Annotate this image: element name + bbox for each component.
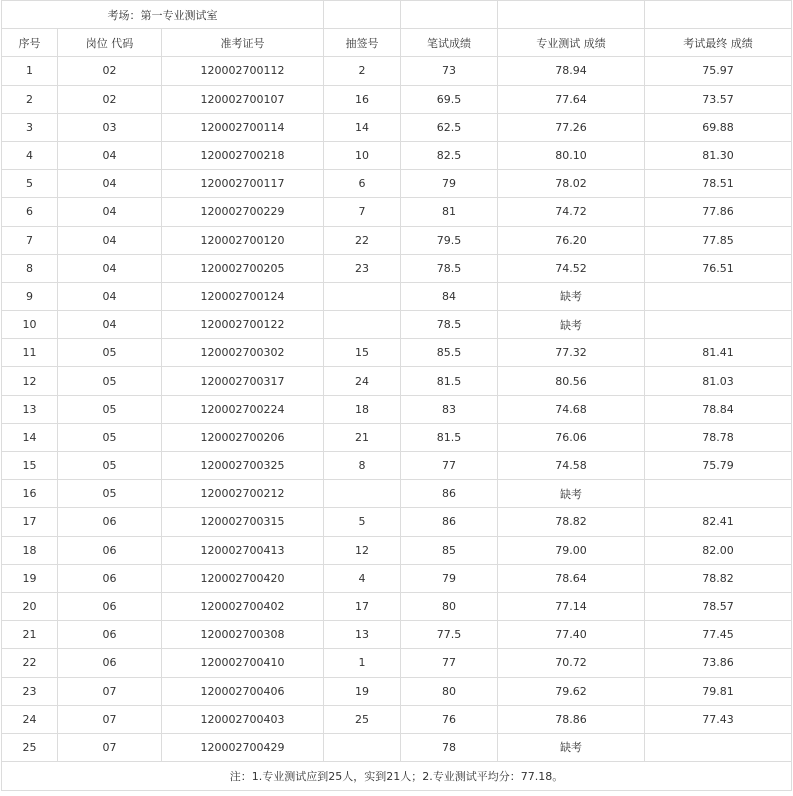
cell-written-score: 79.5 <box>401 226 498 254</box>
cell-seq: 25 <box>2 733 58 761</box>
cell-draw-no: 25 <box>324 705 401 733</box>
header-seq: 序号 <box>2 29 58 57</box>
cell-ticket-no: 120002700402 <box>162 592 324 620</box>
cell-seq: 11 <box>2 339 58 367</box>
cell-ticket-no: 120002700302 <box>162 339 324 367</box>
table-row <box>2 170 792 198</box>
table-row <box>2 733 792 761</box>
table-row <box>2 536 792 564</box>
cell-final-score: 81.03 <box>645 367 792 395</box>
cell-post-code: 06 <box>58 621 162 649</box>
cell-post-code: 04 <box>58 282 162 310</box>
cell-post-code: 05 <box>58 339 162 367</box>
cell-draw-no: 21 <box>324 423 401 451</box>
title-empty-cell <box>324 1 401 29</box>
footer-row <box>2 762 792 791</box>
cell-professional-score: 80.56 <box>498 367 645 395</box>
header-final-score: 考试最终 成绩 <box>645 29 792 57</box>
cell-seq: 13 <box>2 395 58 423</box>
cell-written-score: 62.5 <box>401 113 498 141</box>
cell-seq: 19 <box>2 564 58 592</box>
title-empty-cell <box>498 1 645 29</box>
table-row <box>2 254 792 282</box>
header-draw-no: 抽签号 <box>324 29 401 57</box>
cell-seq: 24 <box>2 705 58 733</box>
cell-final-score <box>645 311 792 339</box>
table-row <box>2 423 792 451</box>
cell-written-score: 79 <box>401 170 498 198</box>
cell-seq: 6 <box>2 198 58 226</box>
cell-professional-score: 76.06 <box>498 423 645 451</box>
cell-ticket-no: 120002700429 <box>162 733 324 761</box>
cell-post-code: 05 <box>58 395 162 423</box>
cell-final-score: 82.41 <box>645 508 792 536</box>
cell-ticket-no: 120002700224 <box>162 395 324 423</box>
cell-seq: 8 <box>2 254 58 282</box>
cell-ticket-no: 120002700206 <box>162 423 324 451</box>
cell-written-score: 83 <box>401 395 498 423</box>
cell-final-score: 69.88 <box>645 113 792 141</box>
cell-professional-score: 77.26 <box>498 113 645 141</box>
cell-written-score: 86 <box>401 508 498 536</box>
cell-ticket-no: 120002700218 <box>162 141 324 169</box>
table-row <box>2 339 792 367</box>
cell-written-score: 81 <box>401 198 498 226</box>
cell-draw-no: 12 <box>324 536 401 564</box>
cell-professional-score: 74.72 <box>498 198 645 226</box>
cell-ticket-no: 120002700317 <box>162 367 324 395</box>
cell-ticket-no: 120002700325 <box>162 452 324 480</box>
cell-draw-no: 2 <box>324 57 401 85</box>
cell-ticket-no: 120002700406 <box>162 677 324 705</box>
footer-note: 注：1.专业测试应到25人，实到21人；2.专业测试平均分：77.18。 <box>2 762 792 791</box>
cell-written-score: 79 <box>401 564 498 592</box>
cell-post-code: 05 <box>58 367 162 395</box>
cell-written-score: 69.5 <box>401 85 498 113</box>
cell-ticket-no: 120002700420 <box>162 564 324 592</box>
cell-draw-no: 14 <box>324 113 401 141</box>
cell-professional-score: 78.94 <box>498 57 645 85</box>
cell-final-score: 77.86 <box>645 198 792 226</box>
cell-ticket-no: 120002700315 <box>162 508 324 536</box>
cell-written-score: 78.5 <box>401 311 498 339</box>
cell-professional-score: 77.14 <box>498 592 645 620</box>
cell-post-code: 06 <box>58 649 162 677</box>
cell-professional-score: 77.32 <box>498 339 645 367</box>
header-ticket-no: 准考证号 <box>162 29 324 57</box>
cell-written-score: 85 <box>401 536 498 564</box>
cell-post-code: 04 <box>58 141 162 169</box>
venue-title: 考场：第一专业测试室 <box>2 1 324 29</box>
cell-post-code: 07 <box>58 705 162 733</box>
scores-table <box>1 0 792 791</box>
table-row <box>2 452 792 480</box>
cell-professional-score: 74.68 <box>498 395 645 423</box>
cell-post-code: 02 <box>58 85 162 113</box>
cell-post-code: 06 <box>58 536 162 564</box>
cell-final-score: 77.45 <box>645 621 792 649</box>
cell-post-code: 06 <box>58 564 162 592</box>
cell-written-score: 77 <box>401 649 498 677</box>
cell-professional-score: 78.64 <box>498 564 645 592</box>
cell-seq: 15 <box>2 452 58 480</box>
table-row <box>2 57 792 85</box>
table-row <box>2 395 792 423</box>
cell-written-score: 82.5 <box>401 141 498 169</box>
cell-ticket-no: 120002700229 <box>162 198 324 226</box>
cell-draw-no: 15 <box>324 339 401 367</box>
cell-final-score: 76.51 <box>645 254 792 282</box>
cell-draw-no <box>324 282 401 310</box>
cell-written-score: 86 <box>401 480 498 508</box>
cell-draw-no: 22 <box>324 226 401 254</box>
cell-draw-no: 7 <box>324 198 401 226</box>
table-row <box>2 508 792 536</box>
header-professional-score: 专业测试 成绩 <box>498 29 645 57</box>
cell-post-code: 05 <box>58 423 162 451</box>
cell-professional-score: 78.82 <box>498 508 645 536</box>
cell-seq: 3 <box>2 113 58 141</box>
cell-ticket-no: 120002700112 <box>162 57 324 85</box>
cell-ticket-no: 120002700212 <box>162 480 324 508</box>
cell-written-score: 81.5 <box>401 423 498 451</box>
cell-professional-score: 79.00 <box>498 536 645 564</box>
cell-professional-score: 74.52 <box>498 254 645 282</box>
cell-draw-no: 17 <box>324 592 401 620</box>
cell-professional-score: 缺考 <box>498 282 645 310</box>
cell-written-score: 78 <box>401 733 498 761</box>
cell-draw-no: 8 <box>324 452 401 480</box>
cell-final-score: 78.51 <box>645 170 792 198</box>
cell-post-code: 04 <box>58 311 162 339</box>
cell-ticket-no: 120002700410 <box>162 649 324 677</box>
cell-professional-score: 77.64 <box>498 85 645 113</box>
cell-written-score: 77.5 <box>401 621 498 649</box>
cell-professional-score: 80.10 <box>498 141 645 169</box>
table-row <box>2 649 792 677</box>
cell-ticket-no: 120002700122 <box>162 311 324 339</box>
cell-final-score <box>645 733 792 761</box>
cell-seq: 21 <box>2 621 58 649</box>
cell-final-score: 78.78 <box>645 423 792 451</box>
cell-final-score: 77.43 <box>645 705 792 733</box>
cell-final-score: 81.41 <box>645 339 792 367</box>
title-empty-cell <box>645 1 792 29</box>
cell-written-score: 73 <box>401 57 498 85</box>
cell-ticket-no: 120002700308 <box>162 621 324 649</box>
cell-ticket-no: 120002700205 <box>162 254 324 282</box>
cell-final-score: 75.97 <box>645 57 792 85</box>
cell-seq: 12 <box>2 367 58 395</box>
cell-draw-no: 24 <box>324 367 401 395</box>
header-post-code: 岗位 代码 <box>58 29 162 57</box>
table-row <box>2 564 792 592</box>
cell-written-score: 76 <box>401 705 498 733</box>
cell-professional-score: 77.40 <box>498 621 645 649</box>
cell-seq: 7 <box>2 226 58 254</box>
cell-professional-score: 79.62 <box>498 677 645 705</box>
table-row <box>2 226 792 254</box>
cell-draw-no: 4 <box>324 564 401 592</box>
cell-written-score: 77 <box>401 452 498 480</box>
cell-ticket-no: 120002700117 <box>162 170 324 198</box>
cell-ticket-no: 120002700124 <box>162 282 324 310</box>
cell-final-score: 78.57 <box>645 592 792 620</box>
cell-written-score: 84 <box>401 282 498 310</box>
cell-post-code: 04 <box>58 198 162 226</box>
table-row <box>2 198 792 226</box>
cell-final-score: 73.86 <box>645 649 792 677</box>
cell-draw-no <box>324 733 401 761</box>
table-row <box>2 705 792 733</box>
cell-post-code: 03 <box>58 113 162 141</box>
cell-final-score <box>645 480 792 508</box>
cell-post-code: 04 <box>58 226 162 254</box>
cell-post-code: 06 <box>58 508 162 536</box>
cell-post-code: 07 <box>58 677 162 705</box>
cell-final-score: 73.57 <box>645 85 792 113</box>
cell-professional-score: 缺考 <box>498 311 645 339</box>
cell-draw-no: 10 <box>324 141 401 169</box>
cell-professional-score: 78.02 <box>498 170 645 198</box>
table-row <box>2 113 792 141</box>
cell-ticket-no: 120002700403 <box>162 705 324 733</box>
header-written-score: 笔试成绩 <box>401 29 498 57</box>
cell-post-code: 05 <box>58 480 162 508</box>
cell-final-score: 78.84 <box>645 395 792 423</box>
cell-post-code: 02 <box>58 57 162 85</box>
cell-final-score <box>645 282 792 310</box>
cell-professional-score: 缺考 <box>498 733 645 761</box>
cell-written-score: 81.5 <box>401 367 498 395</box>
cell-professional-score: 缺考 <box>498 480 645 508</box>
cell-seq: 10 <box>2 311 58 339</box>
cell-professional-score: 70.72 <box>498 649 645 677</box>
cell-final-score: 78.82 <box>645 564 792 592</box>
cell-ticket-no: 120002700120 <box>162 226 324 254</box>
cell-seq: 14 <box>2 423 58 451</box>
table-row <box>2 141 792 169</box>
cell-draw-no: 18 <box>324 395 401 423</box>
table-row <box>2 311 792 339</box>
cell-draw-no: 16 <box>324 85 401 113</box>
cell-written-score: 80 <box>401 677 498 705</box>
cell-seq: 16 <box>2 480 58 508</box>
cell-written-score: 78.5 <box>401 254 498 282</box>
title-empty-cell <box>401 1 498 29</box>
cell-written-score: 85.5 <box>401 339 498 367</box>
title-row <box>2 1 792 29</box>
cell-professional-score: 78.86 <box>498 705 645 733</box>
cell-seq: 1 <box>2 57 58 85</box>
cell-draw-no: 23 <box>324 254 401 282</box>
cell-seq: 22 <box>2 649 58 677</box>
cell-written-score: 80 <box>401 592 498 620</box>
cell-final-score: 79.81 <box>645 677 792 705</box>
cell-post-code: 05 <box>58 452 162 480</box>
cell-final-score: 75.79 <box>645 452 792 480</box>
table-row <box>2 480 792 508</box>
table-row <box>2 282 792 310</box>
header-row <box>2 29 792 57</box>
cell-seq: 20 <box>2 592 58 620</box>
cell-final-score: 77.85 <box>645 226 792 254</box>
cell-professional-score: 76.20 <box>498 226 645 254</box>
table-row <box>2 677 792 705</box>
cell-professional-score: 74.58 <box>498 452 645 480</box>
cell-ticket-no: 120002700413 <box>162 536 324 564</box>
cell-final-score: 82.00 <box>645 536 792 564</box>
cell-seq: 4 <box>2 141 58 169</box>
cell-draw-no <box>324 480 401 508</box>
cell-draw-no: 5 <box>324 508 401 536</box>
table-row <box>2 367 792 395</box>
cell-draw-no: 19 <box>324 677 401 705</box>
cell-post-code: 07 <box>58 733 162 761</box>
cell-seq: 5 <box>2 170 58 198</box>
cell-seq: 18 <box>2 536 58 564</box>
cell-seq: 23 <box>2 677 58 705</box>
cell-seq: 17 <box>2 508 58 536</box>
cell-post-code: 06 <box>58 592 162 620</box>
cell-final-score: 81.30 <box>645 141 792 169</box>
cell-seq: 9 <box>2 282 58 310</box>
cell-seq: 2 <box>2 85 58 113</box>
cell-draw-no: 1 <box>324 649 401 677</box>
cell-post-code: 04 <box>58 170 162 198</box>
cell-ticket-no: 120002700107 <box>162 85 324 113</box>
cell-post-code: 04 <box>58 254 162 282</box>
cell-draw-no <box>324 311 401 339</box>
cell-draw-no: 6 <box>324 170 401 198</box>
cell-ticket-no: 120002700114 <box>162 113 324 141</box>
table-row <box>2 85 792 113</box>
table-row <box>2 592 792 620</box>
table-row <box>2 621 792 649</box>
cell-draw-no: 13 <box>324 621 401 649</box>
